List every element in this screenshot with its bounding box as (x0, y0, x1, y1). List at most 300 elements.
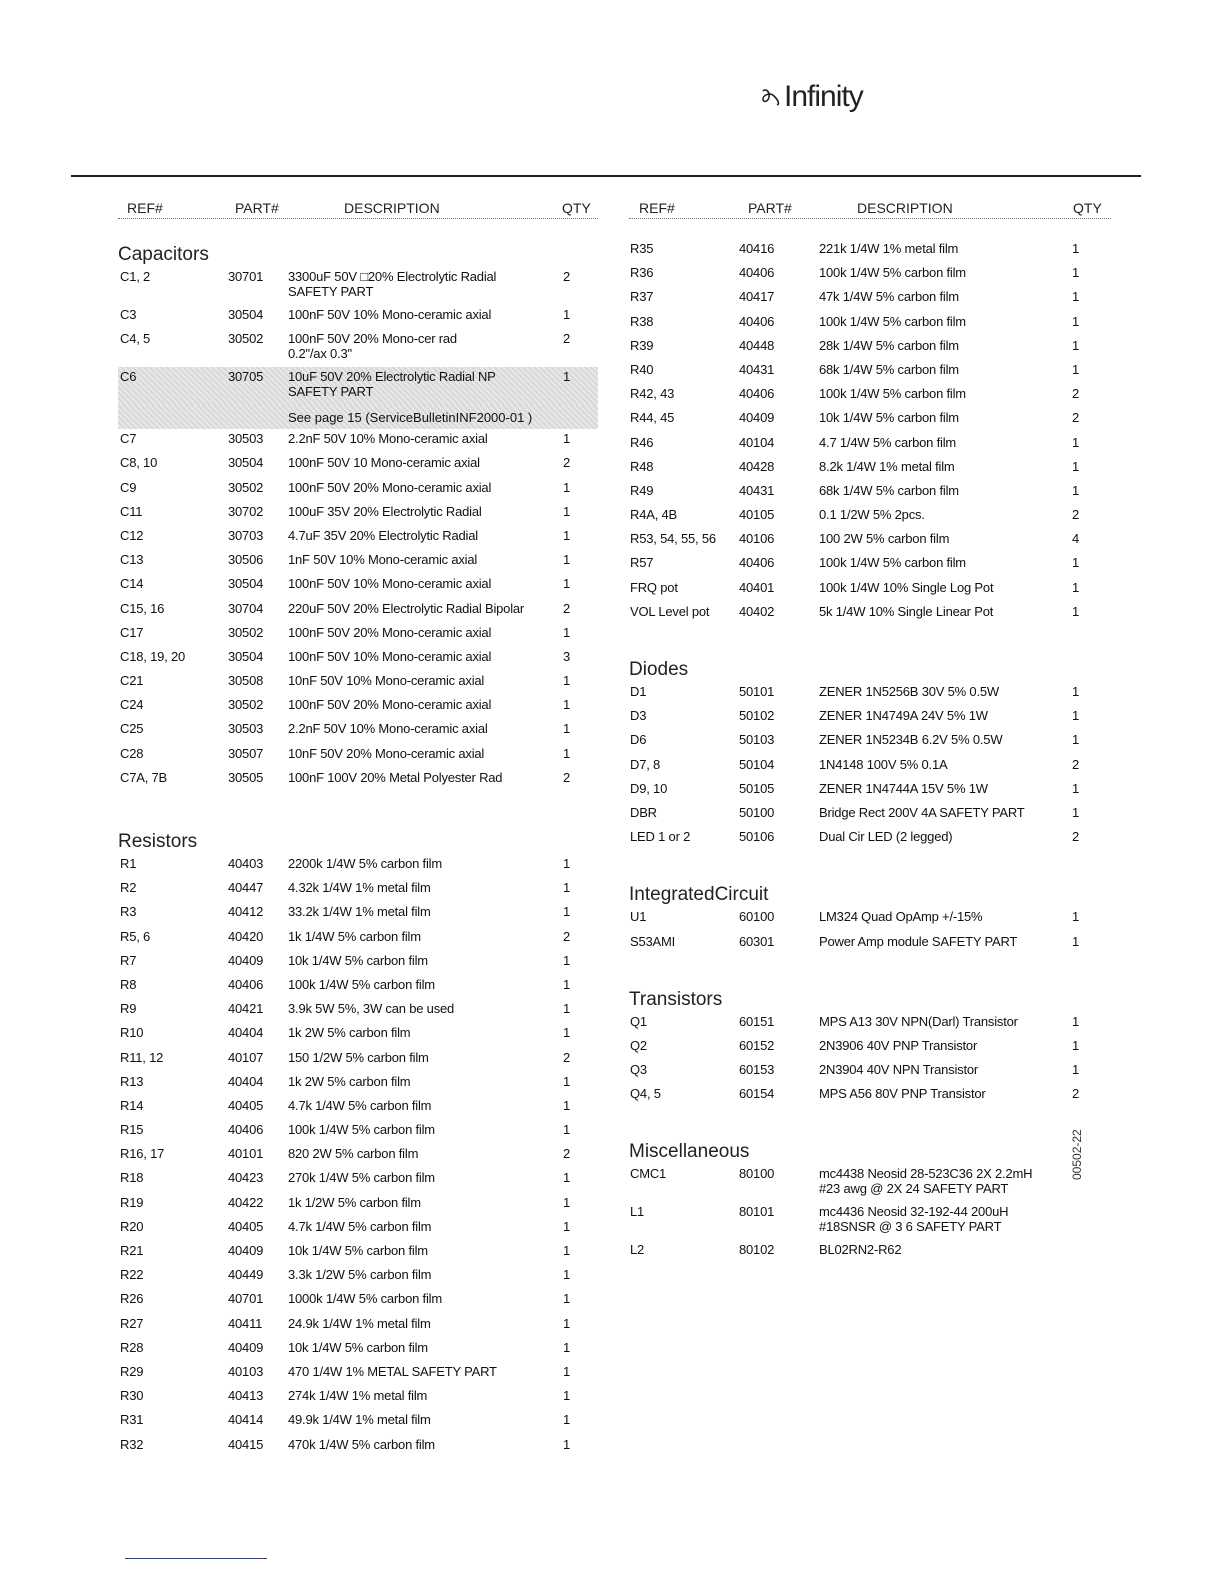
cell-qty: 2 (563, 331, 571, 347)
cell-part: 60151 (739, 1013, 775, 1029)
cell-part: 30502 (228, 624, 264, 640)
cell-ref: R21 (120, 1243, 144, 1258)
cell-desc: 1k 2W 5% carbon film (288, 1025, 411, 1041)
table-row (629, 336, 1111, 360)
cell-desc: MPS A13 30V NPN(Darl) Transistor (819, 1013, 1018, 1029)
cell-part: 30508 (228, 673, 264, 689)
cell-desc: 10k 1/4W 5% carbon film (288, 952, 428, 968)
cell-ref: C13 (120, 552, 144, 568)
cell-part: 30504 (228, 648, 264, 664)
cell-part: 40406 (739, 265, 775, 281)
cell-desc: 2200k 1/4W 5% carbon film (288, 856, 442, 871)
cell-part: 40447 (228, 880, 264, 896)
table-row (629, 827, 1111, 851)
cell-ref: R36 (630, 265, 654, 281)
cell-qty: 1 (563, 431, 571, 447)
infinity-logo (760, 80, 863, 114)
table-row (118, 1144, 598, 1168)
cell-desc: 470 1/4W 1% METAL SAFETY PART (288, 1363, 497, 1379)
cell-ref: S53AMI (630, 933, 676, 949)
cell-part: 40428 (739, 458, 775, 474)
cell-qty: 2 (563, 928, 571, 944)
cell-ref: R31 (120, 1412, 144, 1428)
cell-desc: 100k 1/4W 10% Single Log Pot (819, 579, 994, 595)
cell-desc: 3.3k 1/2W 5% carbon film (288, 1267, 432, 1283)
cell-part: 40414 (228, 1412, 264, 1428)
cell-desc: ZENER 1N4744A 15V 5% 1W (819, 780, 988, 796)
cell-part: 40105 (739, 507, 775, 523)
cell-qty: 1 (1072, 780, 1080, 796)
cell-part: 40402 (739, 603, 775, 619)
table-row (629, 287, 1111, 311)
cell-qty: 1 (563, 697, 571, 713)
table-row (118, 453, 598, 477)
table-row (118, 1023, 598, 1047)
cell-desc: 10k 1/4W 5% carbon film (288, 1243, 428, 1258)
cell-ref: R27 (120, 1315, 144, 1331)
header-rule (71, 175, 1141, 177)
cell-ref: Q1 (630, 1013, 647, 1029)
cell-ref: R26 (120, 1291, 144, 1307)
ic-list (629, 907, 1111, 955)
cell-ref: Q2 (630, 1037, 647, 1053)
cell-desc: 10uF 50V 20% Electrolytic Radial NP (288, 369, 496, 385)
cell-ref: D9, 10 (630, 780, 668, 796)
cell-desc2: #18SNSR @ 3 6 SAFETY PART (819, 1219, 1002, 1235)
header-ref: REF# (127, 200, 163, 216)
cell-part: 50102 (739, 708, 775, 724)
cell-ref: R7 (120, 952, 137, 968)
table-row (118, 695, 598, 719)
cell-desc: Dual Cir LED (2 legged) (819, 829, 953, 845)
cell-desc: 1k 1/2W 5% carbon film (288, 1194, 421, 1210)
section-title-capacitors: Capacitors (118, 244, 209, 265)
cell-qty: 4 (1072, 531, 1080, 547)
table-row (118, 574, 598, 598)
cell-qty: 1 (1072, 1037, 1080, 1053)
cell-part: 30701 (228, 269, 264, 284)
table-row (118, 768, 598, 792)
cell-desc: 24.9k 1/4W 1% metal film (288, 1315, 431, 1331)
cell-ref: DBR (630, 804, 657, 820)
cell-ref: R37 (630, 289, 654, 305)
cell-qty: 1 (1072, 708, 1080, 724)
cell-part: 40405 (228, 1097, 264, 1113)
cell-part: 60154 (739, 1086, 775, 1102)
cell-desc: 10k 1/4W 5% carbon film (288, 1339, 428, 1355)
cell-desc: 4.7 1/4W 5% carbon film (819, 434, 957, 450)
table-row (629, 730, 1111, 754)
cell-qty: 1 (563, 904, 571, 920)
cell-part: 30506 (228, 552, 264, 568)
cell-qty: 2 (1072, 507, 1080, 523)
cell-part: 40420 (228, 928, 264, 944)
table-row (629, 1240, 1111, 1264)
cell-ref: D3 (630, 708, 647, 724)
cell-desc: 5k 1/4W 10% Single Linear Pot (819, 603, 994, 619)
cell-part: 40431 (739, 361, 775, 377)
cell-part: 50100 (739, 804, 775, 820)
cell-ref: R22 (120, 1267, 144, 1283)
cell-part: 30502 (228, 479, 264, 495)
table-row (118, 623, 598, 647)
cell-desc: 100nF 100V 20% Metal Polyester Rad (288, 769, 503, 785)
cell-desc: Bridge Rect 200V 4A SAFETY PART (819, 804, 1025, 820)
cell-ref: VOL Level pot (630, 603, 710, 619)
cell-part: 40404 (228, 1073, 264, 1089)
cell-qty: 2 (563, 455, 571, 471)
table-row (629, 553, 1111, 577)
cell-part: 40406 (739, 555, 775, 571)
cell-ref: LED 1 or 2 (630, 829, 691, 845)
cell-part: 40106 (739, 531, 775, 547)
table-row (118, 1120, 598, 1144)
cell-desc: 100uF 35V 20% Electrolytic Radial (288, 503, 482, 519)
right-column (629, 200, 1111, 1265)
table-row (118, 744, 598, 768)
cell-qty: 1 (563, 369, 571, 385)
table-row (629, 529, 1111, 553)
misc-list (629, 1164, 1111, 1264)
table-row (118, 1338, 598, 1362)
section-title-ic: IntegratedCircuit (629, 884, 769, 906)
cell-ref: R57 (630, 555, 654, 571)
capacitors-list (118, 267, 598, 792)
cell-desc: 10nF 50V 10% Mono-ceramic axial (288, 673, 485, 689)
cell-desc2: SAFETY PART (288, 284, 374, 299)
cell-part: 40406 (739, 313, 775, 329)
cell-desc: 100k 1/4W 5% carbon film (819, 313, 966, 329)
cell-qty: 1 (1072, 313, 1080, 329)
cell-part: 30703 (228, 527, 264, 543)
cell-desc: 49.9k 1/4W 1% metal film (288, 1412, 431, 1428)
cell-part: 50101 (739, 684, 775, 699)
table-row (118, 526, 598, 550)
cell-desc: 100k 1/4W 5% carbon film (819, 386, 966, 402)
table-row (118, 951, 598, 975)
cell-qty: 1 (1072, 555, 1080, 571)
cell-ref: R29 (120, 1363, 144, 1379)
section-title-resistors: Resistors (118, 831, 198, 852)
table-row (118, 502, 598, 526)
cell-part: 40421 (228, 1001, 264, 1017)
cell-desc: 100nF 50V 20% Mono-ceramic axial (288, 479, 492, 495)
table-row (118, 429, 598, 453)
cell-part: 60152 (739, 1037, 775, 1053)
cell-ref: C11 (120, 503, 143, 519)
cell-part: 40101 (228, 1146, 264, 1162)
cell-ref: L1 (630, 1204, 645, 1220)
cell-desc: 1nF 50V 10% Mono-ceramic axial (288, 552, 478, 568)
cell-part: 30702 (228, 503, 264, 519)
cell-ref: R49 (630, 482, 654, 498)
cell-part: 60100 (739, 909, 775, 925)
cell-desc: 8.2k 1/4W 1% metal film (819, 458, 955, 474)
cell-qty: 1 (1072, 265, 1080, 281)
cell-ref: C14 (120, 576, 144, 592)
cell-ref: R40 (630, 361, 654, 377)
cell-desc: ZENER 1N5234B 6.2V 5% 0.5W (819, 732, 1003, 748)
cell-desc: 100k 1/4W 5% carbon film (288, 976, 435, 992)
cell-desc2: 0.2"/ax 0.3" (288, 346, 352, 362)
cell-desc: 100nF 50V 20% Mono-cer rad (288, 331, 457, 347)
cell-part: 40107 (228, 1049, 264, 1065)
cell-desc: 68k 1/4W 5% carbon film (819, 361, 959, 377)
header-qty: QTY (562, 200, 591, 216)
cell-ref: R44, 45 (630, 410, 675, 426)
cell-qty: 1 (563, 1097, 571, 1113)
cell-desc: 100nF 50V 20% Mono-ceramic axial (288, 697, 492, 713)
table-row (118, 1314, 598, 1338)
cell-ref: C1, 2 (120, 269, 151, 284)
cell-desc: 2N3904 40V NPN Transistor (819, 1062, 979, 1078)
cell-part: 60153 (739, 1062, 775, 1078)
cell-part: 50106 (739, 829, 775, 845)
cell-qty: 1 (1072, 579, 1080, 595)
cell-ref: R13 (120, 1073, 144, 1089)
cell-part: 40423 (228, 1170, 264, 1186)
table-row (629, 1060, 1111, 1084)
cell-qty: 1 (1072, 1013, 1080, 1029)
table-row (118, 878, 598, 902)
cell-ref: C25 (120, 721, 144, 737)
cell-part: 40701 (228, 1291, 264, 1307)
cell-qty: 2 (1072, 756, 1080, 772)
table-row (629, 312, 1111, 336)
table-row (629, 602, 1111, 626)
cell-qty: 1 (563, 576, 571, 592)
cell-qty: 2 (1072, 386, 1080, 402)
table-row (118, 1386, 598, 1410)
cell-qty: 1 (563, 1073, 571, 1089)
table-row (118, 1072, 598, 1096)
cell-desc: 0.1 1/2W 5% 2pcs. (819, 507, 925, 523)
cell-ref: R46 (630, 434, 654, 450)
table-row (118, 975, 598, 999)
resistors-list (118, 854, 598, 1459)
cell-qty: 2 (563, 269, 571, 284)
cell-ref: R48 (630, 458, 654, 474)
cell-part: 40401 (739, 579, 775, 595)
cell-qty: 1 (563, 1339, 571, 1355)
cell-qty: 1 (1072, 434, 1080, 450)
cell-part: 80102 (739, 1242, 775, 1258)
table-row (629, 239, 1111, 263)
cell-part: 50105 (739, 780, 775, 796)
cell-qty: 1 (563, 1122, 571, 1138)
table-row (629, 932, 1111, 956)
cell-qty: 1 (1072, 289, 1080, 305)
cell-qty: 2 (563, 769, 571, 785)
cell-desc2: #23 awg @ 2X 24 SAFETY PART (819, 1181, 1009, 1197)
cell-qty: 1 (1072, 337, 1080, 353)
cell-desc: 220uF 50V 20% Electrolytic Radial Bipolar (288, 600, 525, 616)
cell-qty: 1 (1072, 241, 1080, 256)
cell-ref: R14 (120, 1097, 144, 1113)
cell-desc: 270k 1/4W 5% carbon film (288, 1170, 435, 1186)
cell-part: 40104 (739, 434, 775, 450)
infinity-logo-icon (760, 86, 782, 108)
cell-ref: R20 (120, 1218, 144, 1234)
table-row (629, 263, 1111, 287)
header-desc: DESCRIPTION (344, 200, 440, 216)
note-text: See page 15 (ServiceBulletinINF2000-01 ) (288, 410, 533, 426)
cell-ref: R39 (630, 337, 654, 353)
cell-ref: C3 (120, 307, 137, 322)
cell-desc: 150 1/2W 5% carbon film (288, 1049, 429, 1065)
table-row (629, 433, 1111, 457)
cell-part: 50104 (739, 756, 775, 772)
cell-qty: 1 (563, 952, 571, 968)
header-part: PART# (748, 200, 792, 216)
cell-qty: 1 (563, 1315, 571, 1331)
cell-part: 40409 (228, 1339, 264, 1355)
table-row (629, 360, 1111, 384)
cell-ref: R2 (120, 880, 137, 896)
cell-qty: 2 (563, 1049, 571, 1065)
cell-ref: L2 (630, 1242, 645, 1258)
cell-desc: 2.2nF 50V 10% Mono-ceramic axial (288, 721, 488, 737)
cell-ref: R16, 17 (120, 1146, 165, 1162)
cell-desc: 1000k 1/4W 5% carbon film (288, 1291, 442, 1307)
table-row (118, 719, 598, 743)
table-row (118, 902, 598, 926)
cell-qty: 1 (563, 880, 571, 896)
cell-desc: 3.9k 5W 5%, 3W can be used (288, 1001, 455, 1017)
cell-ref: R3 (120, 904, 137, 920)
cell-ref: R10 (120, 1025, 144, 1041)
cell-qty: 1 (563, 976, 571, 992)
cell-ref: R32 (120, 1436, 144, 1452)
cell-desc2: SAFETY PART (288, 384, 374, 400)
cell-qty: 1 (1072, 603, 1080, 619)
diodes-list (629, 682, 1111, 851)
cell-ref: R15 (120, 1122, 144, 1138)
cell-desc: 100 2W 5% carbon film (819, 531, 950, 547)
doc-stamp: 00502-22 (1070, 1129, 1084, 1180)
table-row (629, 505, 1111, 529)
cell-ref: U1 (630, 909, 647, 925)
cell-part: 40406 (228, 976, 264, 992)
table-row (118, 999, 598, 1023)
cell-desc: 100k 1/4W 5% carbon film (288, 1122, 435, 1138)
section-title-transistors: Transistors (629, 988, 723, 1010)
table-row (118, 1048, 598, 1072)
table-row (629, 1084, 1111, 1108)
header-ref: REF# (639, 200, 675, 216)
cell-desc: 4.32k 1/4W 1% metal film (288, 880, 431, 896)
cell-ref: R42, 43 (630, 386, 675, 402)
resistors-continued-list (629, 239, 1111, 626)
table-row (118, 854, 598, 878)
column-header (118, 200, 598, 219)
cell-part: 40406 (739, 386, 775, 402)
cell-ref: R38 (630, 313, 654, 329)
cell-qty: 1 (563, 1412, 571, 1428)
table-row (118, 1289, 598, 1313)
cell-part: 40412 (228, 904, 264, 920)
cell-ref: R53, 54, 55, 56 (630, 531, 716, 547)
table-row (629, 682, 1111, 706)
cell-ref: R9 (120, 1001, 137, 1017)
table-row (629, 1164, 1111, 1202)
cell-qty: 1 (563, 1267, 571, 1283)
cell-desc: 100k 1/4W 5% carbon film (819, 265, 966, 281)
cell-ref: R11, 12 (120, 1049, 164, 1065)
cell-desc: 4.7uF 35V 20% Electrolytic Radial (288, 527, 478, 543)
cell-part: 40417 (739, 289, 775, 305)
cell-desc: BL02RN2-R62 (819, 1242, 902, 1258)
cell-ref: R5, 6 (120, 928, 151, 944)
table-row (118, 927, 598, 951)
table-row (118, 367, 598, 405)
table-row (118, 1096, 598, 1120)
cell-desc: ZENER 1N5256B 30V 5% 0.5W (819, 684, 999, 699)
table-row (629, 706, 1111, 730)
cell-qty: 1 (1072, 684, 1080, 699)
cell-ref: C28 (120, 745, 144, 761)
table-row (629, 408, 1111, 432)
cell-ref: Q4, 5 (630, 1086, 661, 1102)
cell-qty: 2 (1072, 829, 1080, 845)
cell-part: 30502 (228, 331, 264, 347)
cell-desc: 100nF 50V 10% Mono-ceramic axial (288, 648, 492, 664)
cell-desc: LM324 Quad OpAmp +/-15% (819, 909, 983, 925)
table-row (629, 907, 1111, 931)
cell-desc: ZENER 1N4749A 24V 5% 1W (819, 708, 988, 724)
cell-part: 40416 (739, 241, 775, 256)
table-row (118, 1362, 598, 1386)
cell-part: 40422 (228, 1194, 264, 1210)
table-row (118, 647, 598, 671)
cell-qty: 1 (1072, 909, 1080, 925)
cell-ref: C7 (120, 431, 137, 447)
table-row (118, 1435, 598, 1459)
cell-ref: C8, 10 (120, 455, 158, 471)
cell-ref: C17 (120, 624, 144, 640)
cell-ref: R1 (120, 856, 137, 871)
table-row (629, 1036, 1111, 1060)
cell-part: 80100 (739, 1166, 775, 1182)
cell-qty: 1 (563, 307, 571, 322)
cell-ref: C18, 19, 20 (120, 648, 186, 664)
cell-desc: 470k 1/4W 5% carbon film (288, 1436, 435, 1452)
cell-qty: 1 (563, 1243, 571, 1258)
cell-qty: 1 (563, 1363, 571, 1379)
table-row (118, 305, 598, 329)
table-row (629, 1012, 1111, 1036)
cell-desc: 4.7k 1/4W 5% carbon film (288, 1097, 432, 1113)
cell-desc: 100k 1/4W 5% carbon film (819, 555, 966, 571)
table-row (118, 671, 598, 695)
table-row (118, 1241, 598, 1265)
cell-desc: mc4438 Neosid 28-523C36 2X 2.2mH (819, 1166, 1033, 1182)
cell-part: 30705 (228, 369, 264, 385)
cell-ref: R18 (120, 1170, 144, 1186)
cell-ref: C21 (120, 673, 144, 689)
cell-part: 50103 (739, 732, 775, 748)
table-row (629, 1202, 1111, 1240)
cell-ref: R19 (120, 1194, 144, 1210)
cell-ref: C12 (120, 527, 144, 543)
cell-part: 30704 (228, 600, 264, 616)
cell-qty: 2 (1072, 410, 1080, 426)
cell-part: 40404 (228, 1025, 264, 1041)
logo-text: Infinity (784, 80, 863, 113)
cell-part: 40409 (739, 410, 775, 426)
table-row (629, 755, 1111, 779)
cell-desc: 100nF 50V 10% Mono-ceramic axial (288, 576, 492, 592)
